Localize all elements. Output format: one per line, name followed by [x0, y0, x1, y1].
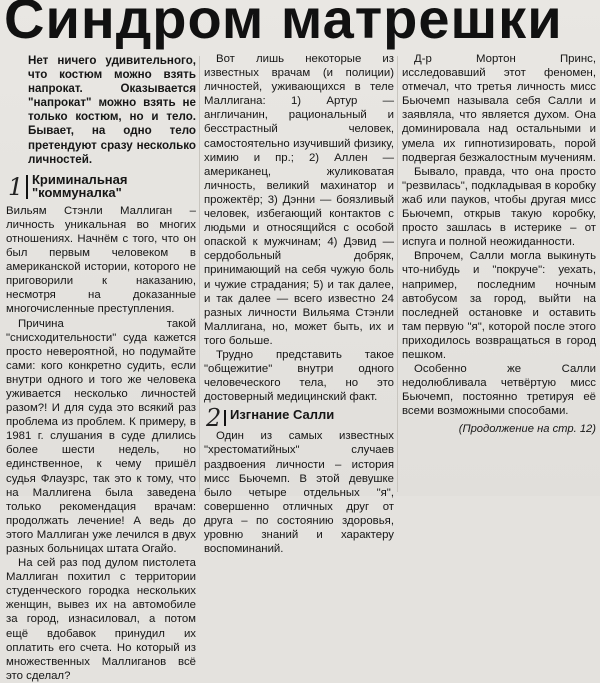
section-heading-2 [204, 404, 394, 433]
text-column-3 [402, 52, 596, 496]
article-lead: Нет ничего удивительного, что костюм можно взять напрокат. Оказывается "напрокат" можно взять не только костюм, но и тело. Бывает, на одно тело претендуют сразу несколько личностей. [28, 54, 196, 166]
text-column-1 [6, 52, 196, 682]
paragraph: Вильям Стэнли Маллиган – личность уникальная во многих отношениях. Начнём с того, что он был первым человеком в американской истории, которого не приговорили к наказанию, несмотря на доказанные многочисленные преступления. [6, 204, 196, 316]
paragraph: Бывало, правда, что она просто "резвилась", подкладывая в коробку жаб или пауков, чтобы другая мисс Бьючемп, открыв такую коробку, просто зашлась в истерике – от испуга и полной неожиданности. [402, 165, 596, 249]
article-title: Синдром матрешки [4, 0, 563, 50]
section-heading-1 [6, 173, 196, 201]
section-number: 2 [206, 404, 222, 433]
paragraph: Особенно же Салли недолюбливала четвёртую мисс Бьючемп, постоянно третируя её всеми возможными способами. [402, 363, 596, 418]
continued-note: (Продолжение на стр. 12) [458, 423, 596, 436]
column-divider [397, 56, 398, 492]
column-divider [199, 56, 200, 492]
paragraph: Впрочем, Салли могла выкинуть что-нибудь и "покруче": уехать, например, последним ночным автобусом за город, выйти на последней остановке и оставить там первую "я", которой после этого приходилось возвращаться в город пешком. [402, 250, 596, 361]
section-title: Изгнание Салли [230, 407, 335, 423]
paragraph: Один из самых известных "хрестоматийных" случаев раздвоения личности – история мисс Бьючемп. В этой девушке было четыре отдельных "я", совершенно отличных друг от друга – по состоянию здоровья, уровню знаний и характеру воспоминаний. [204, 430, 394, 556]
text-column-2 [204, 52, 394, 556]
paragraph: Вот лишь некоторые из известных врачам (и полиции) личностей, уживающихся в теле Маллигана: 1) Артур — англичанин, рациональный и бесстрастный человек, самостоятельно изучивший физику, химию и пр.; 2) Аллен — американец, жуликоватая личность, великий махинатор и прожектёр; 3) Дэнни — боязливый человек, избегающий контактов с людьми и относящийся с особой опаской к мужчинам; 4) Дэвид — сердобольный добряк, принимающий на себя чужую боль и чужие страдания; 5) и так далее, и так далее — всего известно 24 разных личности Вильяма Стэнли Маллигана, но, может быть, их и того больше. [204, 53, 394, 347]
paragraph: Д-р Мортон Принс, исследовавший этот феномен, отмечал, что третья личность мисс Бьючемп называла себя Салли и заявляла, что является духом. Она доминировала над остальными и умела их гипнотизировать, порой подвергая безжалостным мучениям. [402, 53, 596, 164]
heading-bar [26, 175, 28, 199]
heading-bar [224, 410, 226, 426]
section-title: Криминальная "коммуналка" [32, 171, 128, 201]
section-number: 1 [8, 172, 24, 201]
paragraph: На сей раз под дулом пистолета Маллиган похитил с территории студенческого городка нескольких женщин, вывез их на автомобиле за город, изнасиловал, а потом ещё вдобавок принудил их оплатить его счета. Но который из множественных Маллиганов всё это сделал? [6, 557, 196, 682]
paragraph: Причина такой "снисходительности" суда кажется просто невероятной, но подумайте сами: кого конкретно судить, если внутри одного и того же человека уживается несколько личностей разом?! И для суда это всякий раз проблема из проблем. К примеру, в 1981 г. слушания в суде длились более шести недель, но единственное, к чему пришёл судья Флаузрс, так это к тому, что на Маллигена была заведена только рекомендация врачам: продолжать лечение! А ведь до этого Маллиган уже лечился в двух разных больницах штата Огайо. [6, 317, 196, 555]
paragraph: Трудно представить такое "общежитие" внутри одного человеческого тела, но это достоверный медицинский факт. [204, 348, 394, 404]
